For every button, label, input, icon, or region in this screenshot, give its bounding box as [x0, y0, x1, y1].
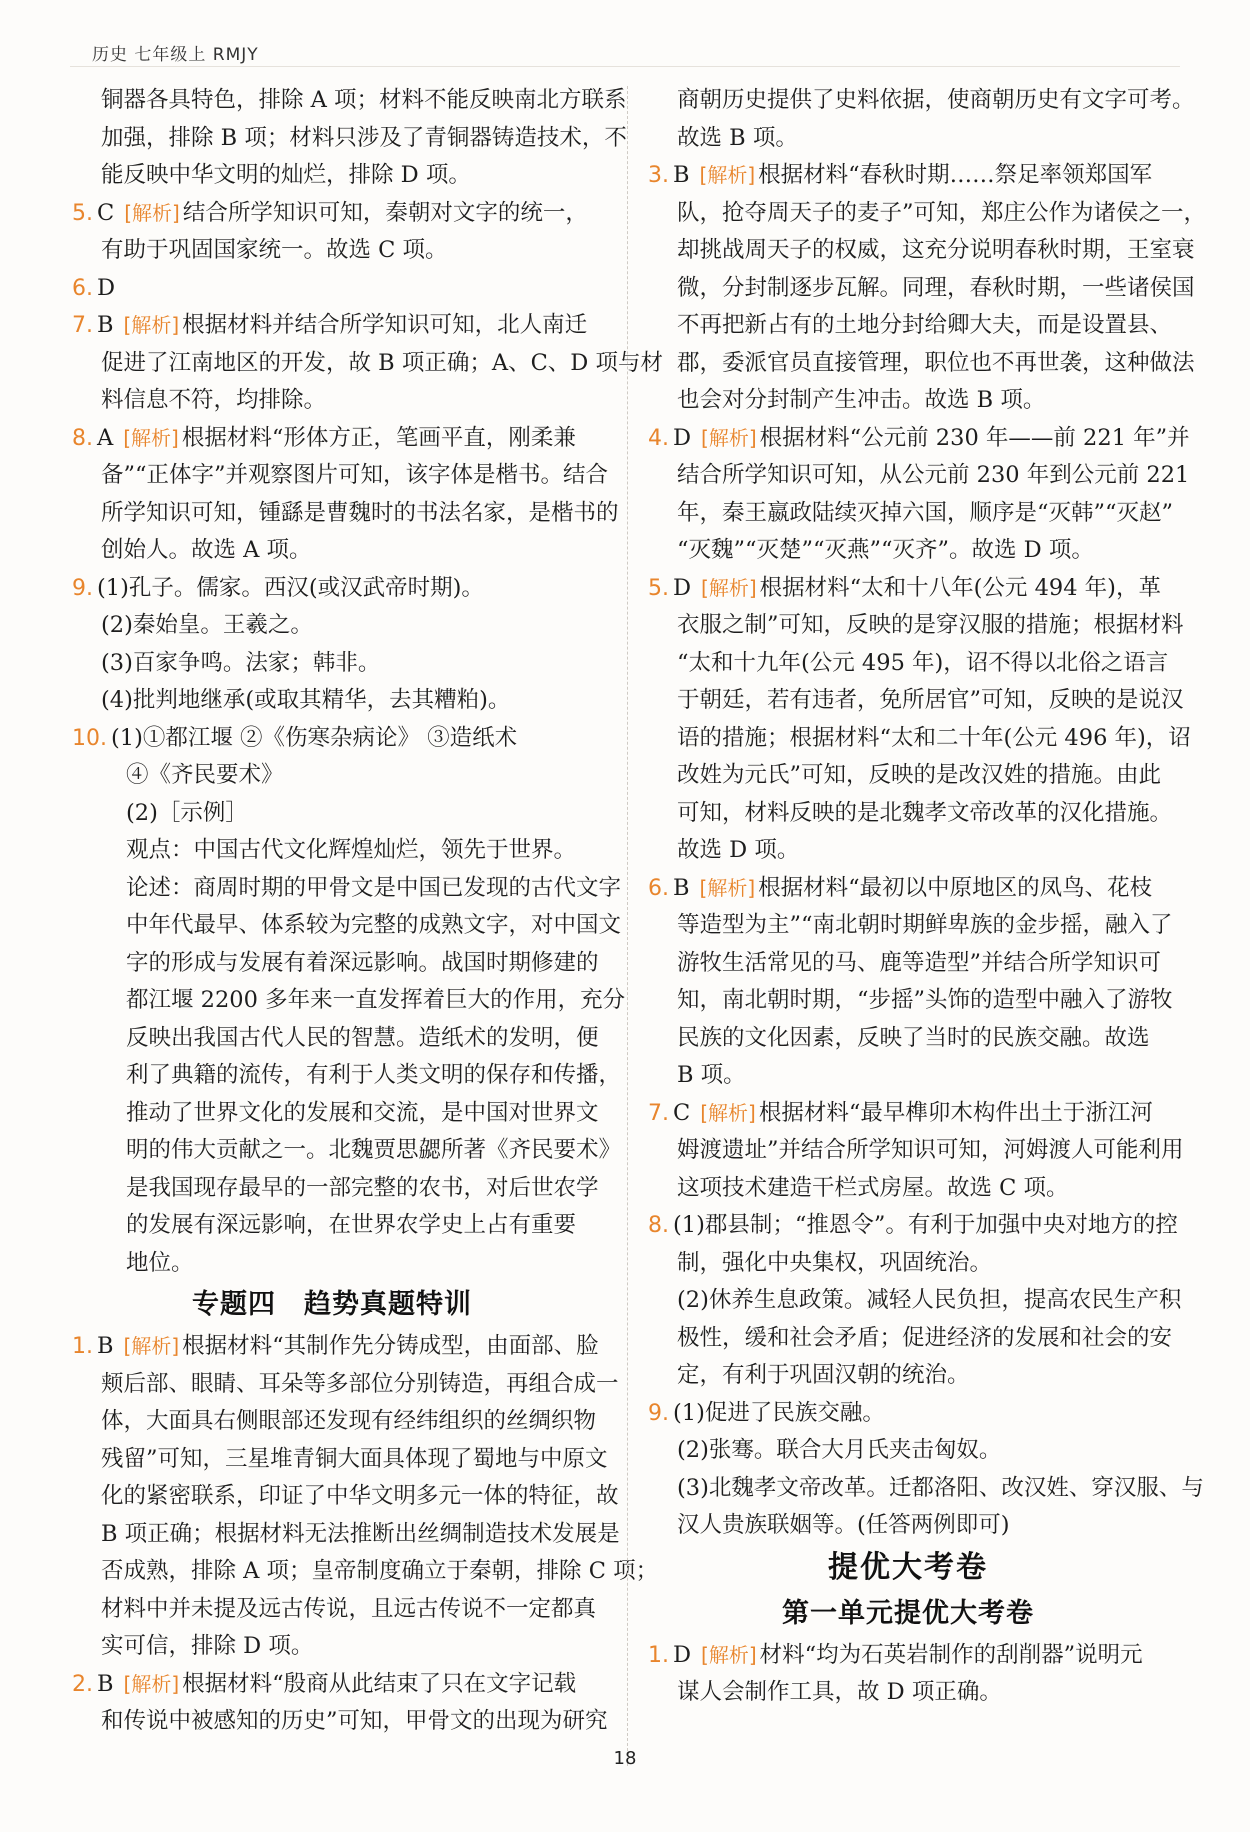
answer-text: 否成熟，排除 A 项；皇帝制度确立于秦朝，排除 C 项；: [101, 1558, 659, 1584]
answer-text: 商朝历史提供了史料依据，使商朝历史有文字可考。: [677, 87, 1195, 113]
answer-text: 结合所学知识可知，从公元前 230 年到公元前 221: [677, 462, 1190, 488]
answer-line: [72, 982, 626, 1020]
question-number: 5.: [648, 575, 669, 601]
answer-line: [648, 607, 1184, 645]
answer-line: [72, 1207, 592, 1245]
answer-line: [72, 945, 599, 983]
answer-line: [72, 607, 592, 645]
answer-text: 微，分封制逐步瓦解。同理，春秋时期，一些诸侯国: [677, 274, 1195, 301]
analysis-tag: [解析]: [123, 1334, 180, 1358]
answer-line: [648, 157, 1168, 195]
answer-letter: B: [97, 1670, 114, 1697]
answer-line: [648, 1507, 1168, 1545]
header-divider: [70, 66, 1180, 67]
answer-text: (2)秦始皇。王羲之。: [101, 612, 313, 638]
answer-letter: D: [673, 574, 692, 601]
question-number: 6.: [648, 875, 669, 901]
answer-text: 知，南北朝时期，“步摇”头饰的造型中融入了游牧: [677, 987, 1173, 1013]
answer-text: 制，强化中央集权，巩固统治。: [677, 1249, 993, 1276]
answer-text: 残留”可知，三星堆青铜大面具体现了蜀地与中原文: [101, 1445, 608, 1472]
answer-line: [648, 82, 1195, 120]
answer-letter: B: [97, 1333, 114, 1359]
answer-letter: D: [673, 1641, 692, 1668]
answer-text: 创始人。故选 A 项。: [101, 537, 312, 563]
answer-text: (1)孔子。儒家。西汉(或汉武帝时期)。: [97, 574, 484, 601]
answer-text: (3)北魏孝文帝改革。迁都洛阳、改汉姓、穿汉服、与: [677, 1474, 1204, 1501]
answer-text: 化的紧密联系，印证了中华文明多元一体的特征，故: [101, 1483, 619, 1509]
answer-text: 加强，排除 B 项；材料只涉及了青铜器铸造技术，不: [101, 124, 627, 151]
answer-text: 铜器各具特色，排除 A 项；材料不能反映南北方联系: [101, 87, 627, 113]
answer-line: [648, 345, 1195, 383]
answer-text: 可知，材料反映的是北魏孝文帝改革的汉化措施。: [677, 799, 1173, 826]
answer-text: 根据材料“其制作先分铸成型，由面部、脸: [182, 1333, 599, 1359]
answer-line: [72, 1403, 597, 1441]
answer-line: [648, 1132, 1184, 1170]
answer-text: B 项。: [677, 1062, 746, 1088]
answer-text: 汉人贵族联姻等。(任答两例即可): [677, 1512, 1010, 1538]
answer-text: 都江堰 2200 多年来一直发挥着巨大的作用，充分: [126, 987, 626, 1013]
answer-line: [72, 1441, 608, 1479]
answer-text: 谋人会制作工具，故 D 项正确。: [677, 1679, 1002, 1705]
answer-line: [72, 907, 622, 945]
answer-text: 根据材料“太和十八年(公元 494 年)，革: [759, 574, 1161, 601]
answer-line: [72, 120, 627, 158]
answer-text: “灭魏”“灭楚”“灭燕”“灭齐”。故选 D 项。: [677, 537, 1094, 563]
answer-text: 等造型为主”“南北朝时期鲜卑族的金步摇，融入了: [677, 912, 1173, 938]
answer-text: 故选 B 项。: [677, 124, 798, 151]
column-divider: [627, 86, 628, 1766]
answer-text: 衣服之制”可知，反映的是穿汉服的措施；根据材料: [677, 612, 1184, 638]
answer-line: [648, 1020, 1168, 1058]
question-number: 4.: [648, 425, 669, 451]
analysis-tag: [解析]: [699, 875, 756, 900]
answer-line: [72, 420, 592, 458]
answer-text: 地位。: [126, 1249, 194, 1276]
answer-line: [72, 570, 592, 608]
question-number: 8.: [72, 425, 93, 451]
answer-text: 却挑战周天子的权威，这充分说明春秋时期，王室衰: [677, 237, 1195, 263]
answer-line: [648, 307, 1173, 345]
answer-line: [648, 495, 1174, 533]
answer-text: 姆渡遗址”并结合所学知识可知，河姆渡人可能利用: [677, 1137, 1184, 1163]
answer-line: [648, 795, 1173, 833]
answer-text: (1)郡县制；“推恩令”。有利于加强中央对地方的控: [673, 1212, 1178, 1238]
answer-line: [72, 495, 619, 533]
answer-text: (4)批判地继承(或取其精华，去其糟粕)。: [101, 687, 511, 713]
answer-text: 材料“均为石英岩制作的刮削器”说明元: [759, 1641, 1143, 1668]
answer-line: [648, 457, 1190, 495]
page-number: 18: [613, 1748, 637, 1769]
answer-line: [72, 1478, 619, 1516]
answer-text: (2)张骞。联合大月氏夹击匈奴。: [677, 1437, 1002, 1463]
answer-line: [72, 1703, 608, 1741]
answer-text: 故选 D 项。: [677, 837, 800, 863]
answer-letter: D: [97, 274, 116, 301]
answer-text: 字的形成与发展有着深远影响。战国时期修建的: [126, 949, 599, 976]
analysis-tag: [解析]: [701, 425, 757, 450]
answer-line: [72, 82, 627, 120]
answer-text: 语的措施；根据材料“太和二十年(公元 496 年)，诏: [677, 724, 1191, 751]
answer-text: 和传说中被感知的历史”可知，甲骨文的出现为研究: [101, 1708, 608, 1734]
answer-line: [72, 1132, 622, 1170]
answer-line: [648, 532, 1168, 570]
answer-text: 于朝廷，若有违者，免所居官”可知，反映的是说汉: [677, 687, 1184, 713]
answer-line: [648, 1170, 1168, 1208]
answer-line: [72, 1020, 599, 1058]
answer-text: 反映出我国古代人民的智慧。造纸术的发明，便: [126, 1024, 599, 1051]
question-number: 6.: [72, 275, 93, 301]
unit-title: 第一单元提优大考卷: [782, 1597, 1034, 1629]
question-number: 2.: [72, 1671, 93, 1697]
answer-text: 明的伟大贡献之一。北魏贾思勰所著《齐民要术》: [126, 1137, 622, 1163]
answer-line: [648, 382, 1168, 420]
right-answer-block-2: [648, 1637, 1168, 1712]
answer-line: [72, 1245, 592, 1283]
answer-text: 材料中并未提及远古传说，且远古传说不一定都真: [101, 1595, 597, 1622]
answer-text: 结合所学知识可知，秦朝对文字的统一，: [182, 199, 588, 226]
answer-line: [72, 1095, 599, 1133]
answer-text: 民族的文化因素，反映了当时的民族交融。故选: [677, 1024, 1150, 1051]
left-answer-block-2: [72, 1328, 659, 1741]
answer-text: 根据材料“春秋时期……祭足率领郑国军: [758, 162, 1153, 188]
question-number: 9.: [72, 575, 93, 601]
answer-line: [72, 1666, 592, 1704]
answer-letter: B: [673, 162, 690, 188]
answer-line: [72, 645, 592, 683]
answer-line: [648, 682, 1184, 720]
answer-line: [648, 870, 1168, 908]
answer-line: [72, 1628, 592, 1666]
answer-line: [72, 1553, 659, 1591]
answer-text: 能反映中华文明的灿烂，排除 D 项。: [101, 162, 471, 188]
answer-line: [648, 720, 1191, 758]
answer-line: [72, 457, 609, 495]
answer-text: 不再把新占有的土地分封给卿大夫，而是设置县、: [677, 312, 1173, 338]
answer-line: [648, 270, 1195, 308]
answer-line: [72, 870, 622, 908]
answer-text: 观点：中国古代文化辉煌灿烂，领先于世界。: [126, 837, 577, 863]
answer-line: [72, 832, 592, 870]
answer-text: 是我国现存最早的一部完整的农书，对后世农学: [126, 1174, 599, 1201]
analysis-tag: [解析]: [124, 200, 180, 225]
answer-text: 年，秦王嬴政陆续灭掉六国，顺序是“灭韩”“灭赵”: [677, 499, 1174, 526]
analysis-tag: [解析]: [123, 1671, 180, 1696]
answer-text: 有助于巩固国家统一。故选 C 项。: [101, 237, 448, 263]
answer-line: [648, 1095, 1168, 1133]
analysis-tag: [解析]: [123, 313, 180, 337]
left-column: [72, 82, 663, 1741]
answer-line: [648, 1357, 1168, 1395]
analysis-tag: [解析]: [700, 1100, 756, 1125]
answer-line: [648, 1320, 1173, 1358]
answer-line: [72, 1170, 599, 1208]
answer-line: [72, 1591, 597, 1629]
question-number: 1.: [72, 1334, 93, 1359]
section-title: 专题四 趋势真题特训: [192, 1289, 472, 1320]
answer-letter: A: [97, 424, 114, 451]
answer-text: 备”“正体字”并观察图片可知，该字体是楷书。结合: [101, 462, 609, 488]
answer-letter: B: [673, 874, 690, 901]
answer-line: [72, 232, 592, 270]
answer-text: 中年代最早、体系较为完整的成熟文字，对中国文: [126, 912, 622, 938]
answer-text: 根据材料“最早榫卯木构件出土于浙江河: [758, 1099, 1153, 1126]
answer-text: 根据材料“最初以中原地区的凤鸟、花枝: [758, 874, 1153, 901]
answer-line: [72, 345, 663, 383]
answer-line: [648, 1637, 1168, 1675]
page-header: 历史 七年级上 RMJY: [92, 45, 259, 65]
question-number: 7.: [648, 1100, 669, 1126]
answer-text: (2)［示例］: [126, 799, 248, 826]
answer-text: 定，有利于巩固汉朝的统治。: [677, 1362, 970, 1388]
answer-line: [72, 682, 592, 720]
answer-text: 改姓为元氏”可知，反映的是改汉姓的措施。由此: [677, 762, 1162, 788]
analysis-tag: [解析]: [123, 425, 179, 450]
right-answer-block: [648, 82, 1207, 1545]
answer-line: [72, 1057, 622, 1095]
answer-text: (3)百家争鸣。法家；韩非。: [101, 649, 381, 676]
answer-text: 根据材料“形体方正，笔画平直，刚柔兼: [181, 424, 576, 451]
answer-text: 极性，缓和社会矛盾；促进经济的发展和社会的安: [677, 1324, 1173, 1351]
answer-text: (2)休养生息政策。减轻人民负担，提高农民生产积: [677, 1287, 1182, 1313]
question-number: 3.: [648, 163, 669, 188]
answer-line: [648, 1470, 1204, 1508]
answer-text: 颊后部、眼睛、耳朵等多部位分别铸造，再组合成一: [101, 1370, 619, 1397]
answer-text: 游牧生活常见的马、鹿等造型”并结合所学知识可: [677, 949, 1162, 976]
answer-text: 料信息不符，均排除。: [101, 387, 327, 413]
answer-text: 根据材料“殷商从此结束了只在文字记载: [182, 1670, 577, 1697]
answer-text: 这项技术建造干栏式房屋。故选 C 项。: [677, 1174, 1069, 1201]
answer-line: [648, 945, 1168, 983]
answer-line: [648, 907, 1173, 945]
answer-text: ④《齐民要术》: [126, 762, 284, 788]
answer-line: [648, 232, 1195, 270]
answer-line: [648, 570, 1168, 608]
question-number: 8.: [648, 1213, 669, 1238]
answer-line: [72, 532, 592, 570]
answer-letter: D: [673, 424, 692, 451]
answer-line: [648, 1674, 1168, 1712]
answer-text: (1)①都江堰 ②《伤寒杂病论》 ③造纸术: [111, 724, 518, 751]
answer-line: [72, 1516, 620, 1554]
answer-text: 论述：商周时期的甲骨文是中国已发现的古代文字: [126, 874, 622, 901]
answer-line: [648, 420, 1190, 458]
answer-text: 促进了江南地区的开发，故 B 项正确；A、C、D 项与材: [101, 349, 663, 376]
answer-line: [648, 1057, 1168, 1095]
answer-letter: C: [97, 199, 115, 226]
answer-text: 根据材料“公元前 230 年——前 221 年”并: [759, 424, 1190, 451]
answer-line: [648, 1207, 1178, 1245]
answer-line: [648, 195, 1207, 233]
answer-line: [72, 795, 592, 833]
question-number: 7.: [72, 313, 93, 338]
answer-text: 队，抢夺周天子的麦子”可知，郑庄公作为诸侯之一，: [677, 199, 1207, 226]
left-answer-block: [72, 82, 663, 1282]
answer-text: “太和十九年(公元 495 年)，诏不得以北俗之语言: [677, 649, 1169, 676]
question-number: 10.: [72, 725, 107, 751]
answer-text: (1)促进了民族交融。: [673, 1399, 885, 1426]
answer-line: [72, 1328, 599, 1366]
answer-text: 的发展有深远影响，在世界农学史上占有重要: [126, 1212, 577, 1238]
question-number: 9.: [648, 1400, 669, 1426]
answer-line: [72, 307, 592, 345]
answer-line: [72, 195, 592, 233]
answer-text: 实可信，排除 D 项。: [101, 1633, 314, 1659]
answer-text: 也会对分封制产生冲击。故选 B 项。: [677, 387, 1046, 413]
answer-line: [648, 757, 1168, 795]
answer-text: 根据材料并结合所学知识可知，北人南迁: [182, 312, 588, 338]
answer-line: [648, 1395, 1168, 1433]
answer-line: [648, 832, 1168, 870]
answer-text: 所学知识可知，锺繇是曹魏时的书法名家，是楷书的: [101, 499, 619, 526]
answer-line: [72, 1366, 619, 1404]
answer-line: [72, 157, 592, 195]
answer-line: [648, 1432, 1168, 1470]
answer-text: B 项正确；根据材料无法推断出丝绸制造技术发展是: [101, 1520, 620, 1547]
answer-text: 体，大面具右侧眼部还发现有经纬组织的丝绸织物: [101, 1408, 597, 1434]
analysis-tag: [解析]: [699, 163, 756, 187]
answer-line: [648, 982, 1173, 1020]
answer-letter: B: [97, 312, 114, 338]
answer-line: [72, 720, 592, 758]
answer-text: 利了典籍的流传，有利于人类文明的保存和传播，: [126, 1062, 622, 1088]
answer-line: [72, 382, 592, 420]
answer-text: 郡，委派官员直接管理，职位也不再世袭，这种做法: [677, 349, 1195, 376]
answer-line: [648, 1282, 1182, 1320]
question-number: 5.: [72, 200, 93, 226]
answer-line: [648, 1245, 1168, 1283]
question-number: 1.: [648, 1642, 669, 1668]
analysis-tag: [解析]: [701, 575, 757, 600]
answer-line: [72, 270, 592, 308]
exam-title: 提优大考卷: [828, 1549, 988, 1585]
answer-text: 推动了世界文化的发展和交流，是中国对世界文: [126, 1099, 599, 1126]
answer-letter: C: [673, 1099, 691, 1126]
answer-line: [648, 645, 1168, 683]
analysis-tag: [解析]: [701, 1642, 757, 1667]
answer-line: [648, 120, 1168, 158]
answer-line: [72, 757, 592, 795]
right-column: [648, 82, 1207, 1712]
